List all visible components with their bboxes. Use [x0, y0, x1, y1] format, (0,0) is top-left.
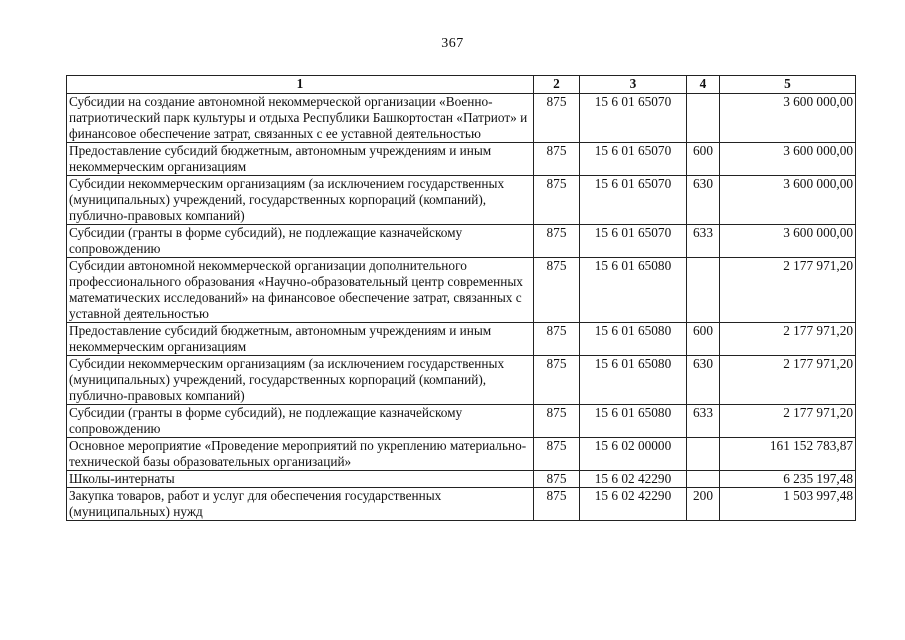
row-amount-cell: 2 177 971,20: [720, 258, 856, 323]
row-article-code-cell: 15 6 01 65080: [580, 356, 687, 405]
row-ministry-code-cell: 875: [534, 438, 580, 471]
row-article-code-cell: 15 6 01 65070: [580, 94, 687, 143]
row-ministry-code-cell: 875: [534, 356, 580, 405]
row-expense-type-cell: [687, 94, 720, 143]
table-row: [67, 143, 856, 176]
column-header-5: 5: [720, 76, 856, 94]
table-row: [67, 225, 856, 258]
row-article-code-cell: 15 6 02 42290: [580, 471, 687, 488]
row-expense-type-cell: [687, 258, 720, 323]
row-expense-type-cell: 200: [687, 488, 720, 521]
row-name-cell: Субсидии автономной некоммерческой организации дополнительного профессионального образования «Научно-образовательный центр современных математических исследований» на финансовое обеспечение затрат, связанных с уставной деятельностью: [67, 258, 534, 323]
row-ministry-code-cell: 875: [534, 176, 580, 225]
table-row: [67, 94, 856, 143]
row-expense-type-cell: 633: [687, 225, 720, 258]
row-ministry-code-cell: 875: [534, 258, 580, 323]
row-article-code-cell: 15 6 02 42290: [580, 488, 687, 521]
row-amount-cell: 3 600 000,00: [720, 225, 856, 258]
column-header-1: 1: [67, 76, 534, 94]
row-ministry-code-cell: 875: [534, 143, 580, 176]
row-amount-cell: 3 600 000,00: [720, 143, 856, 176]
row-amount-cell: 161 152 783,87: [720, 438, 856, 471]
table-row: [67, 471, 856, 488]
page-number: 367: [441, 36, 464, 51]
row-expense-type-cell: [687, 438, 720, 471]
row-name-cell: Основное мероприятие «Проведение мероприятий по укреплению материально-технической базы образовательных организаций»: [67, 438, 534, 471]
row-article-code-cell: 15 6 01 65070: [580, 143, 687, 176]
row-expense-type-cell: 630: [687, 356, 720, 405]
row-article-code-cell: 15 6 02 00000: [580, 438, 687, 471]
row-name-cell: Субсидии (гранты в форме субсидий), не подлежащие казначейскому сопровождению: [67, 405, 534, 438]
row-amount-cell: 2 177 971,20: [720, 323, 856, 356]
row-article-code-cell: 15 6 01 65080: [580, 405, 687, 438]
row-expense-type-cell: 633: [687, 405, 720, 438]
table-row: [67, 438, 856, 471]
row-expense-type-cell: 630: [687, 176, 720, 225]
column-header-3: 3: [580, 76, 687, 94]
row-ministry-code-cell: 875: [534, 471, 580, 488]
row-article-code-cell: 15 6 01 65070: [580, 225, 687, 258]
row-name-cell: Закупка товаров, работ и услуг для обеспечения государственных (муниципальных) нужд: [67, 488, 534, 521]
row-name-cell: Школы-интернаты: [67, 471, 534, 488]
row-amount-cell: 3 600 000,00: [720, 176, 856, 225]
row-amount-cell: 3 600 000,00: [720, 94, 856, 143]
table-row: [67, 258, 856, 323]
row-amount-cell: 6 235 197,48: [720, 471, 856, 488]
row-name-cell: Субсидии (гранты в форме субсидий), не подлежащие казначейскому сопровождению: [67, 225, 534, 258]
row-ministry-code-cell: 875: [534, 405, 580, 438]
budget-table: [66, 75, 856, 521]
row-amount-cell: 2 177 971,20: [720, 356, 856, 405]
table-row: [67, 488, 856, 521]
row-ministry-code-cell: 875: [534, 323, 580, 356]
table-row: [67, 176, 856, 225]
row-name-cell: Предоставление субсидий бюджетным, автономным учреждениям и иным некоммерческим организациям: [67, 323, 534, 356]
row-name-cell: Предоставление субсидий бюджетным, автономным учреждениям и иным некоммерческим организациям: [67, 143, 534, 176]
table-body: [67, 94, 856, 521]
row-expense-type-cell: 600: [687, 143, 720, 176]
table-row: [67, 323, 856, 356]
table-row: [67, 356, 856, 405]
row-ministry-code-cell: 875: [534, 94, 580, 143]
header-row: [67, 76, 856, 94]
row-name-cell: Субсидии некоммерческим организациям (за исключением государственных (муниципальных) учреждений, государственных корпораций (компаний), публично-правовых компаний): [67, 176, 534, 225]
column-header-2: 2: [534, 76, 580, 94]
row-article-code-cell: 15 6 01 65070: [580, 176, 687, 225]
row-name-cell: Субсидии некоммерческим организациям (за исключением государственных (муниципальных) учреждений, государственных корпораций (компаний), публично-правовых компаний): [67, 356, 534, 405]
table-row: [67, 405, 856, 438]
row-expense-type-cell: [687, 471, 720, 488]
row-amount-cell: 1 503 997,48: [720, 488, 856, 521]
row-amount-cell: 2 177 971,20: [720, 405, 856, 438]
row-expense-type-cell: 600: [687, 323, 720, 356]
row-article-code-cell: 15 6 01 65080: [580, 258, 687, 323]
column-header-4: 4: [687, 76, 720, 94]
row-ministry-code-cell: 875: [534, 225, 580, 258]
row-name-cell: Субсидии на создание автономной некоммерческой организации «Военно-патриотический парк культуры и отдыха Республики Башкортостан «Патриот» и финансовое обеспечение затрат, связанных с ее уставной деятельностью: [67, 94, 534, 143]
row-ministry-code-cell: 875: [534, 488, 580, 521]
row-article-code-cell: 15 6 01 65080: [580, 323, 687, 356]
